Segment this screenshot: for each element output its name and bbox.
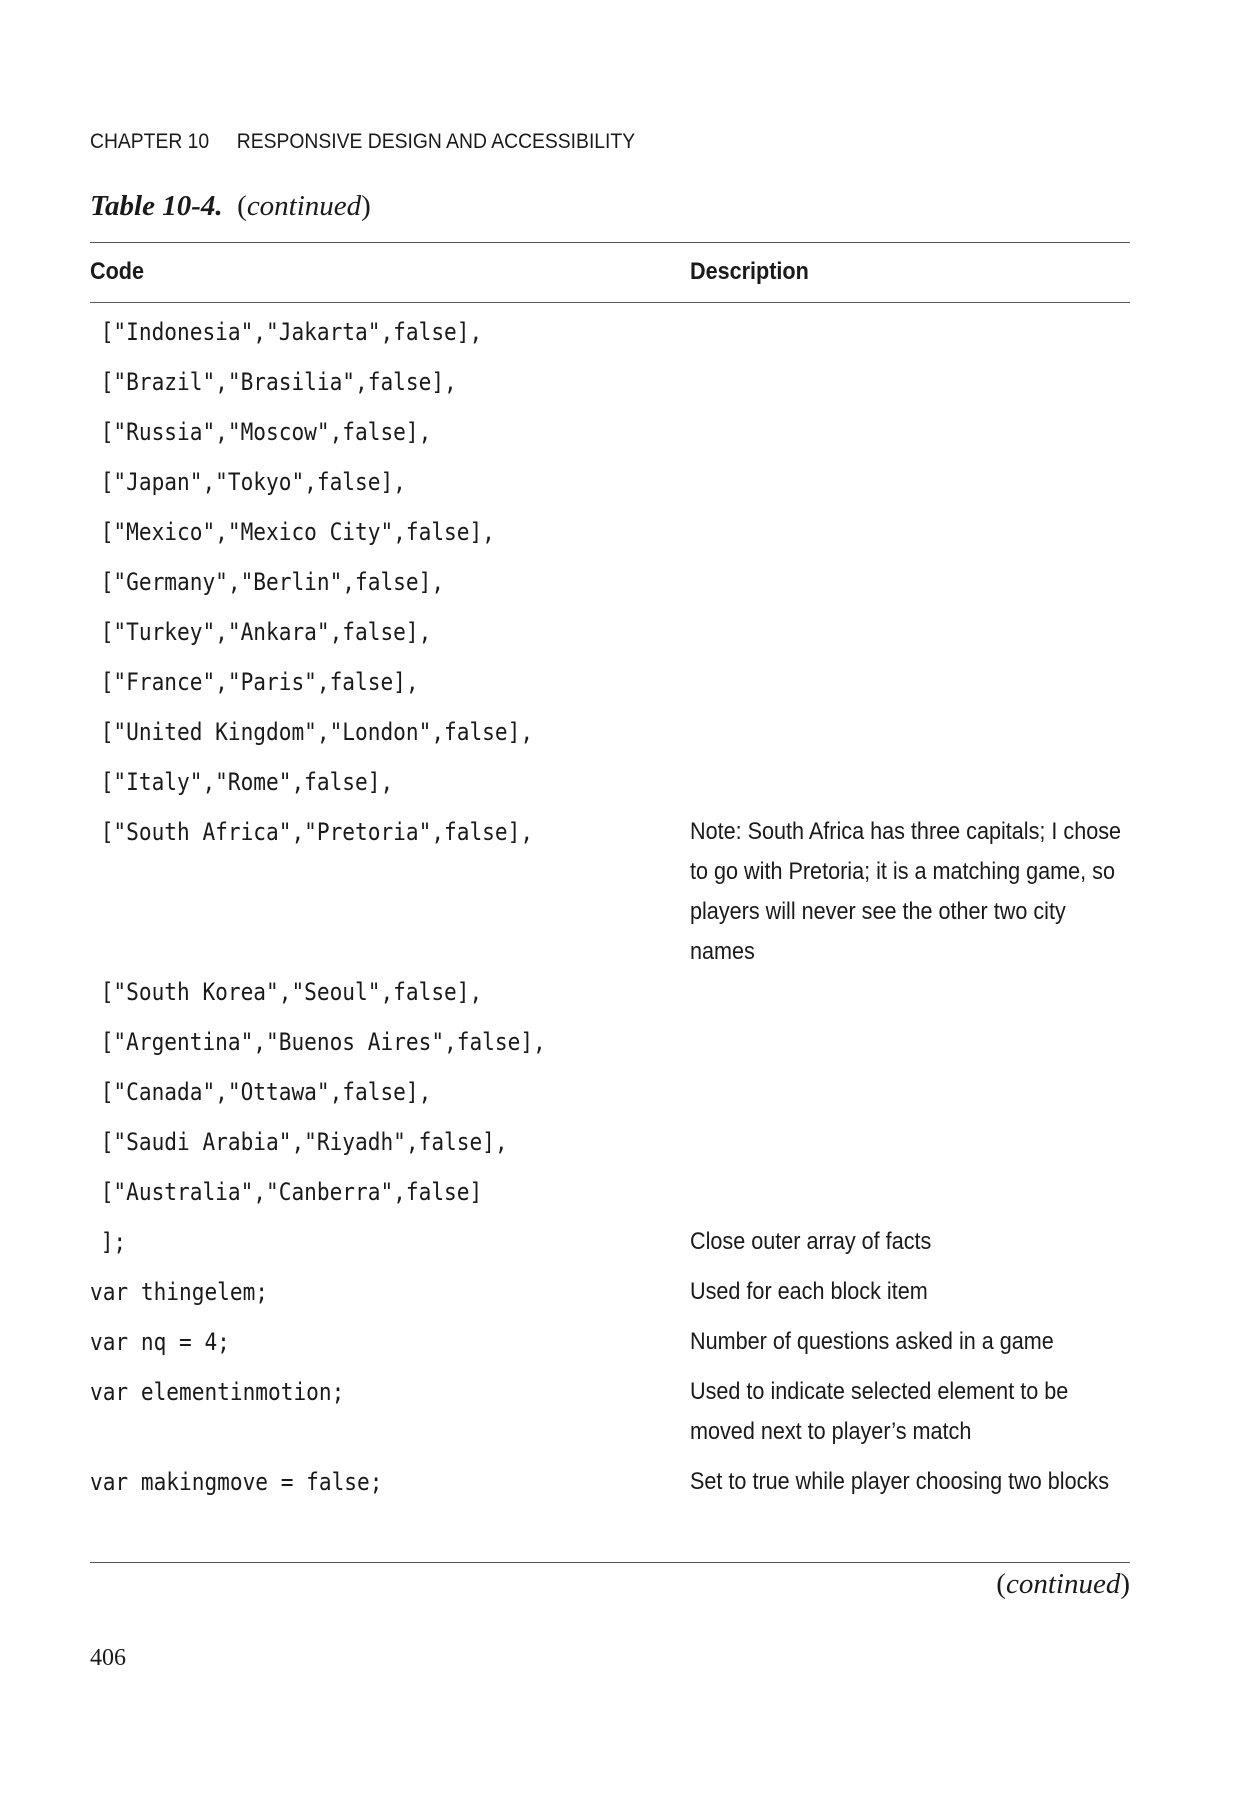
code-cell: ["Saudi Arabia","Riyadh",false], — [88, 1128, 508, 1156]
code-cell: ["South Africa","Pretoria",false], — [88, 818, 534, 846]
code-cell: ["Mexico","Mexico City",false], — [88, 518, 495, 546]
code-cell: ["Canada","Ottawa",false], — [88, 1078, 432, 1106]
chapter-title: RESPONSIVE DESIGN AND ACCESSIBILITY — [236, 130, 636, 153]
description-cell: Note: South Africa has three capitals; I chose to go with Pretoria; it is a matching game, so players will never see the other two city names — [690, 818, 1122, 965]
table-top-rule — [90, 242, 1130, 243]
code-cell: ]; — [88, 1228, 127, 1256]
description-cell: Close outer array of facts — [690, 1228, 932, 1255]
code-cell: var nq = 4; — [90, 1328, 230, 1356]
code-cell: ["South Korea","Seoul",false], — [88, 978, 483, 1006]
caption-continued: (continued) — [237, 190, 371, 222]
running-head — [90, 130, 635, 154]
code-cell: ["Indonesia","Jakarta",false], — [88, 318, 483, 346]
code-cell: var makingmove = false; — [90, 1468, 383, 1496]
column-header-code: Code — [90, 258, 144, 285]
code-cell: ["France","Paris",false], — [88, 668, 419, 696]
column-header-description: Description — [690, 258, 809, 285]
code-cell: ["Japan","Tokyo",false], — [88, 468, 406, 496]
code-cell: ["Germany","Berlin",false], — [88, 568, 445, 596]
code-cell: ["Argentina","Buenos Aires",false], — [88, 1028, 546, 1056]
code-cell: ["Brazil","Brasilia",false], — [88, 368, 457, 396]
code-cell: ["Russia","Moscow",false], — [88, 418, 432, 446]
description-cell: Used to indicate selected element to be moved next to player’s match — [690, 1378, 1069, 1445]
continued-footer: (continued) — [996, 1568, 1130, 1600]
table-caption — [90, 190, 371, 223]
code-cell: var thingelem; — [90, 1278, 269, 1306]
table-bottom-rule — [90, 1562, 1130, 1563]
description-cell: Used for each block item — [690, 1278, 928, 1305]
code-cell: ["Australia","Canberra",false] — [88, 1178, 483, 1206]
description-cell: Number of questions asked in a game — [690, 1328, 1054, 1355]
table-number: Table 10-4. — [90, 190, 223, 222]
chapter-label: CHAPTER 10 — [90, 130, 210, 153]
header-bottom-rule — [90, 302, 1130, 303]
code-cell: ["Italy","Rome",false], — [88, 768, 394, 796]
page-number: 406 — [90, 1645, 126, 1671]
description-cell: Set to true while player choosing two blocks — [690, 1468, 1110, 1495]
code-cell: ["United Kingdom","London",false], — [88, 718, 534, 746]
code-cell: ["Turkey","Ankara",false], — [88, 618, 432, 646]
code-cell: var elementinmotion; — [90, 1378, 345, 1406]
